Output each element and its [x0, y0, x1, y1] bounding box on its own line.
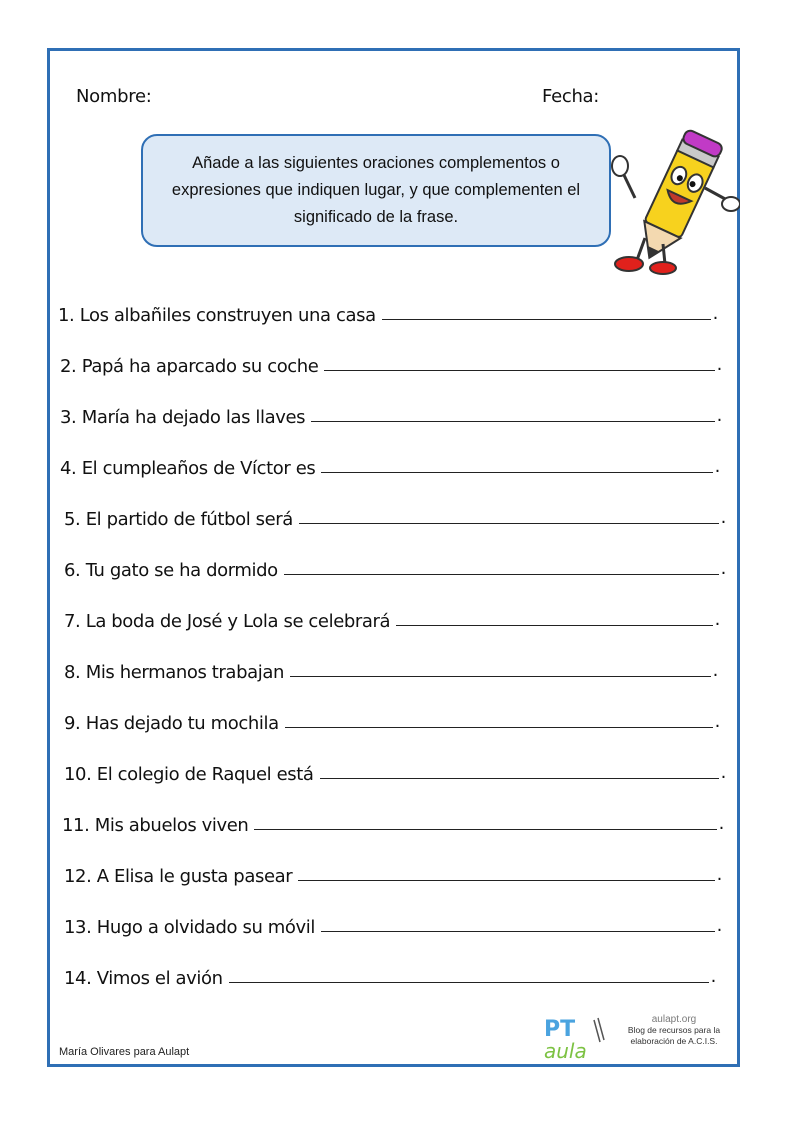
- logo-pt-text: PT: [544, 1017, 576, 1042]
- sentence-period: .: [716, 354, 722, 375]
- instruction-text: Añade a las siguientes oraciones complementos o expresiones que indiquen lugar, y que complementen el significado de la frase.: [171, 154, 581, 226]
- sentence-period: .: [716, 864, 722, 885]
- exercise-text: 7. La boda de José y Lola se celebrará: [64, 611, 391, 632]
- exercise-line: [64, 704, 720, 734]
- exercise-text: 3. María ha dejado las llaves: [60, 407, 306, 428]
- blog-info: [618, 1014, 730, 1047]
- sentence-period: .: [714, 609, 720, 630]
- answer-blank[interactable]: [382, 318, 711, 320]
- date-label: Fecha:: [542, 86, 600, 107]
- name-label: Nombre:: [76, 86, 152, 107]
- answer-blank[interactable]: [311, 420, 715, 422]
- sentence-period: .: [716, 915, 722, 936]
- exercise-text: 12. A Elisa le gusta pasear: [64, 866, 293, 887]
- answer-blank[interactable]: [299, 522, 719, 524]
- exercise-line: [64, 602, 720, 632]
- answer-blank[interactable]: [321, 471, 712, 473]
- exercise-line: [64, 755, 726, 785]
- exercise-line: [60, 347, 722, 377]
- sentence-period: .: [712, 660, 718, 681]
- answer-blank[interactable]: [284, 573, 719, 575]
- exercise-text: 8. Mis hermanos trabajan: [64, 662, 284, 683]
- exercise-line: [64, 653, 718, 683]
- exercise-text: 5. El partido de fútbol será: [64, 509, 293, 530]
- answer-blank[interactable]: [254, 828, 716, 830]
- answer-blank[interactable]: [229, 981, 709, 983]
- logo-aula-text: aula: [544, 1039, 587, 1063]
- exercise-text: 11. Mis abuelos viven: [62, 815, 249, 836]
- exercise-text: 9. Has dejado tu mochila: [64, 713, 279, 734]
- exercise-line: [64, 908, 722, 938]
- author-credit: María Olivares para Aulapt: [59, 1046, 190, 1058]
- sentence-period: .: [716, 405, 722, 426]
- exercise-text: 4. El cumpleaños de Víctor es: [60, 458, 316, 479]
- answer-blank[interactable]: [290, 675, 711, 677]
- sentence-period: .: [712, 303, 718, 324]
- sentence-period: .: [720, 558, 726, 579]
- sentence-period: .: [714, 456, 720, 477]
- sentence-period: .: [720, 507, 726, 528]
- blog-desc-2: elaboración de A.C.I.S.: [630, 1036, 718, 1046]
- exercise-line: [62, 806, 724, 836]
- sentence-period: .: [718, 813, 724, 834]
- exercise-text: 6. Tu gato se ha dormido: [64, 560, 278, 581]
- answer-blank[interactable]: [321, 930, 715, 932]
- exercise-line: [64, 857, 722, 887]
- answer-blank[interactable]: [298, 879, 714, 881]
- pencil-mascot-icon: [605, 128, 740, 278]
- exercise-line: [60, 398, 722, 428]
- answer-blank[interactable]: [285, 726, 713, 728]
- instruction-box: [141, 134, 611, 247]
- blog-desc-1: Blog de recursos para la: [627, 1025, 721, 1035]
- exercise-line: [64, 959, 716, 989]
- exercise-line: [64, 500, 726, 530]
- blog-url: aulapt.org: [651, 1014, 697, 1025]
- exercise-line: [64, 551, 726, 581]
- exercise-text: 1. Los albañiles construyen una casa: [58, 305, 376, 326]
- sentence-period: .: [720, 762, 726, 783]
- exercise-text: 14. Vimos el avión: [64, 968, 223, 989]
- sentence-period: .: [710, 966, 716, 987]
- exercise-text: 2. Papá ha aparcado su coche: [60, 356, 319, 377]
- answer-blank[interactable]: [396, 624, 713, 626]
- answer-blank[interactable]: [324, 369, 714, 371]
- aulapt-logo-icon: [542, 1012, 612, 1064]
- exercise-text: 13. Hugo a olvidado su móvil: [64, 917, 315, 938]
- sentence-period: .: [714, 711, 720, 732]
- exercise-line: [58, 296, 718, 326]
- exercise-line: [60, 449, 720, 479]
- exercise-text: 10. El colegio de Raquel está: [64, 764, 314, 785]
- answer-blank[interactable]: [320, 777, 719, 779]
